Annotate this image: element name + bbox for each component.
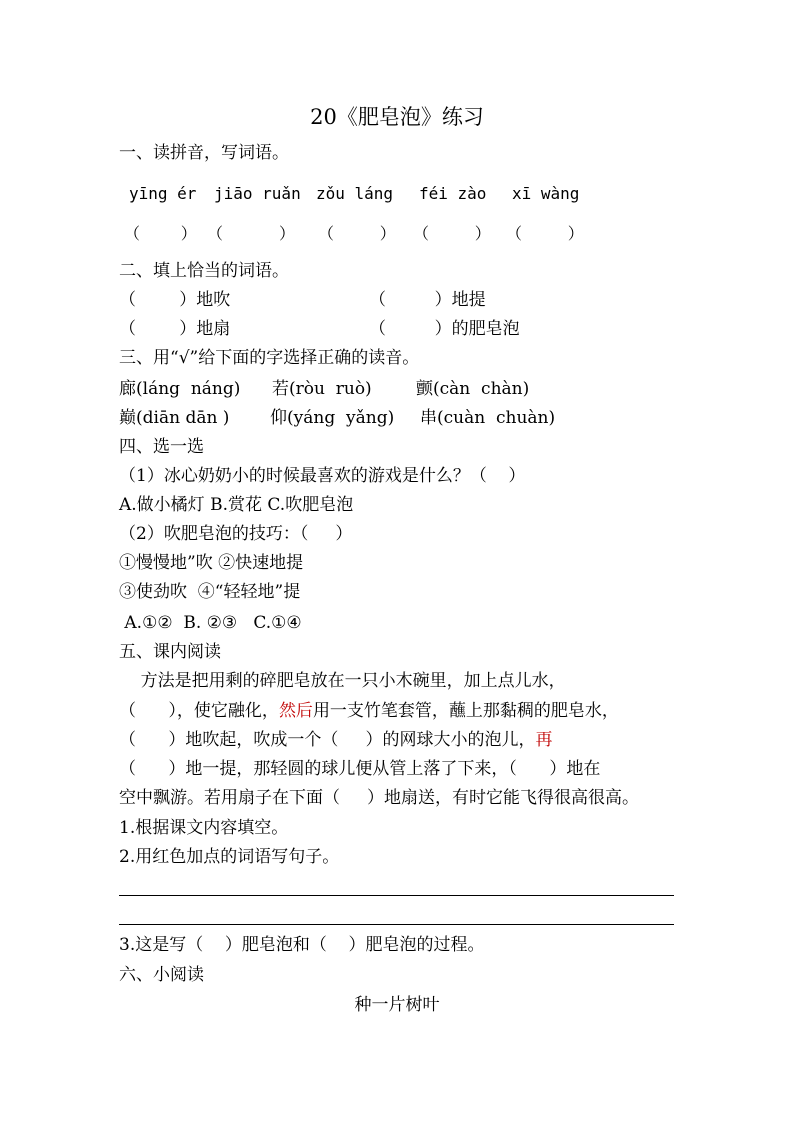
reading-choice-1[interactable]: 廊(láng náng) (119, 379, 241, 399)
answer-blank-2[interactable]: （ ） (207, 224, 295, 243)
answer-blank-3[interactable]: （ ） (318, 224, 396, 243)
pinyin-4: féi zào (419, 184, 487, 203)
passage-line-2-start: （ ），使它融化， (119, 701, 279, 721)
passage-line-5: 空中飘游。若用扇子在下面（ ）地扇送，有时它能飞得很高很高。 (119, 788, 640, 808)
question-2: （2）吹肥皂泡的技巧：（ ） (119, 524, 353, 544)
option-group-2: ③使劲吹 ④“轻轻地”提 (119, 582, 301, 602)
section6-heading: 六、小阅读 (119, 965, 204, 985)
reading-choice-4[interactable]: 巅(diān dān ) (119, 408, 230, 428)
question-1-options[interactable]: A.做小橘灯 B.赏花 C.吹肥皂泡 (119, 495, 354, 515)
fill-row-1a[interactable]: （ ）地吹 (119, 290, 231, 310)
answer-blank-5[interactable]: （ ） (506, 224, 584, 243)
reading-choice-3[interactable]: 颤(càn chàn) (416, 379, 530, 399)
fill-row-2a[interactable]: （ ）地扇 (119, 319, 231, 339)
option-group-1: ①慢慢地”吹 ②快速地提 (119, 553, 304, 573)
red-word-zai: 再 (535, 730, 553, 750)
reading-question-1: 1.根据课文内容填空。 (119, 818, 289, 838)
reading-choice-2[interactable]: 若(ròu ruò) (272, 379, 372, 399)
pinyin-5: xī wàng (512, 184, 580, 203)
section2-heading: 二、填上恰当的词语。 (119, 261, 289, 281)
answer-line-1[interactable] (119, 895, 674, 896)
reading-title: 种一片树叶 (354, 995, 440, 1015)
passage-line-3-text: （ ）地吹起，吹成一个（ ）的网球大小的泡儿， (119, 730, 536, 750)
fill-row-2b[interactable]: （ ）的肥皂泡 (369, 319, 520, 339)
section1-heading: 一、读拼音，写词语。 (119, 143, 289, 163)
answer-blank-4[interactable]: （ ） (413, 224, 491, 243)
reading-question-2: 2.用红色加点的词语写句子。 (119, 847, 340, 867)
reading-question-3: 3.这是写（ ）肥皂泡和（ ）肥皂泡的过程。 (119, 935, 485, 955)
pinyin-1: yīng ér (129, 184, 197, 203)
section5-heading: 五、课内阅读 (119, 642, 221, 662)
fill-row-1b[interactable]: （ ）地提 (369, 290, 486, 310)
page-title: 20《肥皂泡》练习 (310, 105, 484, 129)
reading-choice-5[interactable]: 仰(yáng yǎng) (270, 408, 395, 428)
pinyin-3: zǒu láng (316, 184, 394, 203)
question-1: （1）冰心奶奶小的时候最喜欢的游戏是什么？（ ） (119, 466, 526, 486)
passage-line-4: （ ）地一提，那轻圆的球儿便从管上落了下来，（ ）地在 (119, 759, 601, 779)
passage-line-2-end: 用一支竹笔套管，蘸上那黏稠的肥皂水， (312, 701, 619, 721)
passage-line-2 (119, 700, 619, 722)
answer-line-2[interactable] (119, 924, 674, 925)
question-2-options[interactable]: A.①② B. ②③ C.①④ (119, 613, 302, 633)
answer-blank-1[interactable]: （ ） (124, 224, 197, 243)
passage-line-1: 方法是把用剩的碎肥皂放在一只小木碗里，加上点儿水， (119, 671, 566, 691)
pinyin-2: jiāo ruǎn (214, 184, 301, 203)
red-word-ranhou: 然后 (278, 701, 313, 721)
section3-heading: 三、用“√”给下面的字选择正确的读音。 (119, 348, 420, 368)
passage-line-3 (119, 729, 552, 751)
reading-choice-6[interactable]: 串(cuàn chuàn) (420, 408, 556, 428)
section4-heading: 四、选一选 (119, 437, 204, 457)
